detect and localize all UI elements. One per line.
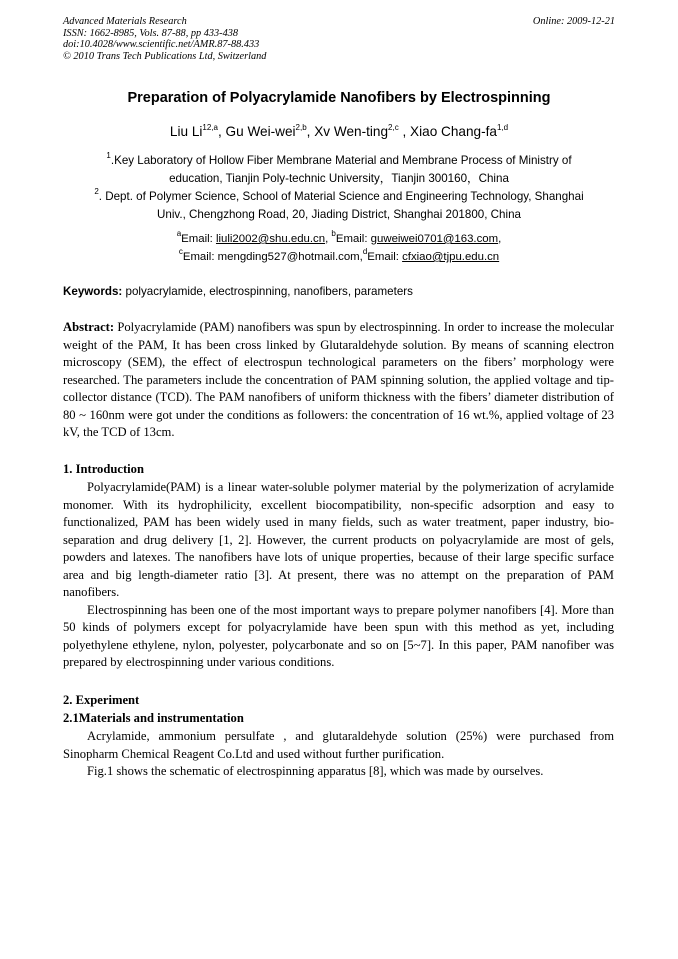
- author-list: Liu Li$^{12,a}$, Gu Wei-wei$^{2,b}$, Xv Wen-ting$^{2,c}$ , Xiao Chang-fa$^{1,d}$: [169, 123, 509, 139]
- keywords-text: polyacrylamide, electrospinning, nanofibers, parameters: [125, 285, 413, 298]
- author-affiliation-mark: 12,a: [202, 123, 218, 132]
- author-affiliation-mark: 2,c: [388, 123, 399, 132]
- email-link-a[interactable]: liuli2002@shu.edu.cn: [215, 233, 326, 245]
- email-line-1: $^a$Email: liuli2002@shu.edu.cn, $^b$Email: guweiwei0701@163.com,: [176, 229, 502, 245]
- keywords: [63, 285, 413, 298]
- paper-title: Preparation of Polyacrylamide Nanofibers by Electrospinning: [127, 90, 551, 106]
- email-link-d[interactable]: cfxiao@tjpu.edu.cn: [402, 251, 500, 263]
- abstract-label: Abstract:: [63, 320, 115, 334]
- paragraph: Electrospinning has been one of the most important ways to prepare polymer nanofibers [4]. More than 50 kinds of polymers except for polyacrylamide have been spun with this method as yet, including polyethylene ethylene, nylon, polyester, polycarbonate and so on [5~7]. In this paper, PAM nanofiber was prepared by electrospinning under various conditions.: [63, 602, 614, 669]
- author-name: Xiao Chang-fa: [410, 124, 497, 139]
- issn-line: ISSN: 1662-8985, Vols. 87-88, pp 433-438: [63, 27, 239, 39]
- email-link-b[interactable]: guweiwei0701@163.com: [370, 233, 499, 245]
- section-heading-experiment: 2. Experiment: [63, 693, 140, 707]
- section-heading-introduction: 1. Introduction: [63, 462, 144, 476]
- affiliation-mark: 2: [94, 187, 99, 196]
- email-text-c: mengding527@hotmail.com: [217, 251, 360, 263]
- affiliation-text: education, Tianjin Poly-technic University，Tianjin 300160，China: [169, 172, 509, 185]
- doi-line: doi:10.4028/www.scientific.net/AMR.87-88.433: [63, 39, 260, 51]
- author-name: Xv Wen-ting: [314, 124, 389, 139]
- affiliation-mark: 1: [106, 151, 111, 160]
- paragraph: Polyacrylamide(PAM) is a linear water-soluble polymer material by the polymerization of acrylamide monomer. With its hydrophilicity, excellent biocompatibility, non-specific adsorption and easy to functionalized, PAM has been widely used in many fields, such as water treatment, paper industry, bio-separation and drug delivery [1, 2]. However, the current products on polyacrylamide are most of gels, powders and latexes. The nanofibers have lots of unique properties, because of their large specific surface area and big length-diameter ratio [3]. At present, there was no attempt on the preparation of PAM nanofibers.: [63, 480, 614, 599]
- online-date: Online: 2009-12-21: [532, 16, 615, 27]
- subsection-heading-materials: 2.1Materials and instrumentation: [63, 711, 244, 725]
- affiliation-1: [60, 152, 618, 188]
- affiliation-2: [60, 188, 618, 224]
- author-affiliation-mark: 2,b: [295, 123, 307, 132]
- journal-name: Advanced Materials Research: [63, 16, 187, 27]
- experiment-body: [63, 728, 614, 781]
- paragraph: Acrylamide, ammonium persulfate , and glutaraldehyde solution (25%) were purchased from Sinopharm Chemical Reagent Co.Ltd and used without further purification.: [63, 729, 614, 761]
- author-name: Liu Li: [169, 124, 203, 139]
- affiliation-text: . Dept. of Polymer Science, School of Material Science and Engineering Technology, Shanghai: [98, 190, 584, 203]
- copyright-line: © 2010 Trans Tech Publications Ltd, Switzerland: [63, 50, 267, 62]
- author-affiliation-mark: 1,d: [496, 123, 509, 132]
- author-name: Gu Wei-wei: [225, 124, 296, 139]
- abstract: [63, 319, 614, 442]
- affiliation-text: Univ., Chengzhong Road, 20, Jiading District, Shanghai 201800, China: [157, 208, 521, 221]
- introduction-body: [63, 479, 614, 672]
- keywords-label: Keywords:: [63, 285, 123, 298]
- paragraph: Fig.1 shows the schematic of electrospinning apparatus [8], which was made by ourselves.: [87, 764, 544, 778]
- affiliation-text: .Key Laboratory of Hollow Fiber Membrane Material and Membrane Process of Ministry of: [110, 154, 572, 167]
- journal-header: [63, 16, 266, 62]
- abstract-text: Polyacrylamide (PAM) nanofibers was spun by electrospinning. In order to increase the molecular weight of the PAM, It has been cross linked by Glutaraldehyde solution. By means of scanning electron microscopy (SEM), the effect of electrospun technological parameters on the fibers’ morphology were researched. The parameters include the concentration of PAM spinning solution, the applied voltage and tip-collector distance (TCD). The PAM nanofibers of uniform thickness with the fibers’ diameter distribution of 80 ~ 160nm were got under the conditions as followers: the concentration of 16 wt.%, applied voltage of 23 kV, the TCD of 13cm.: [63, 320, 614, 439]
- email-line-2: $^c$Email: mengding527@hotmail.com,$^d$Email: cfxiao@tjpu.edu.cn: [178, 247, 500, 263]
